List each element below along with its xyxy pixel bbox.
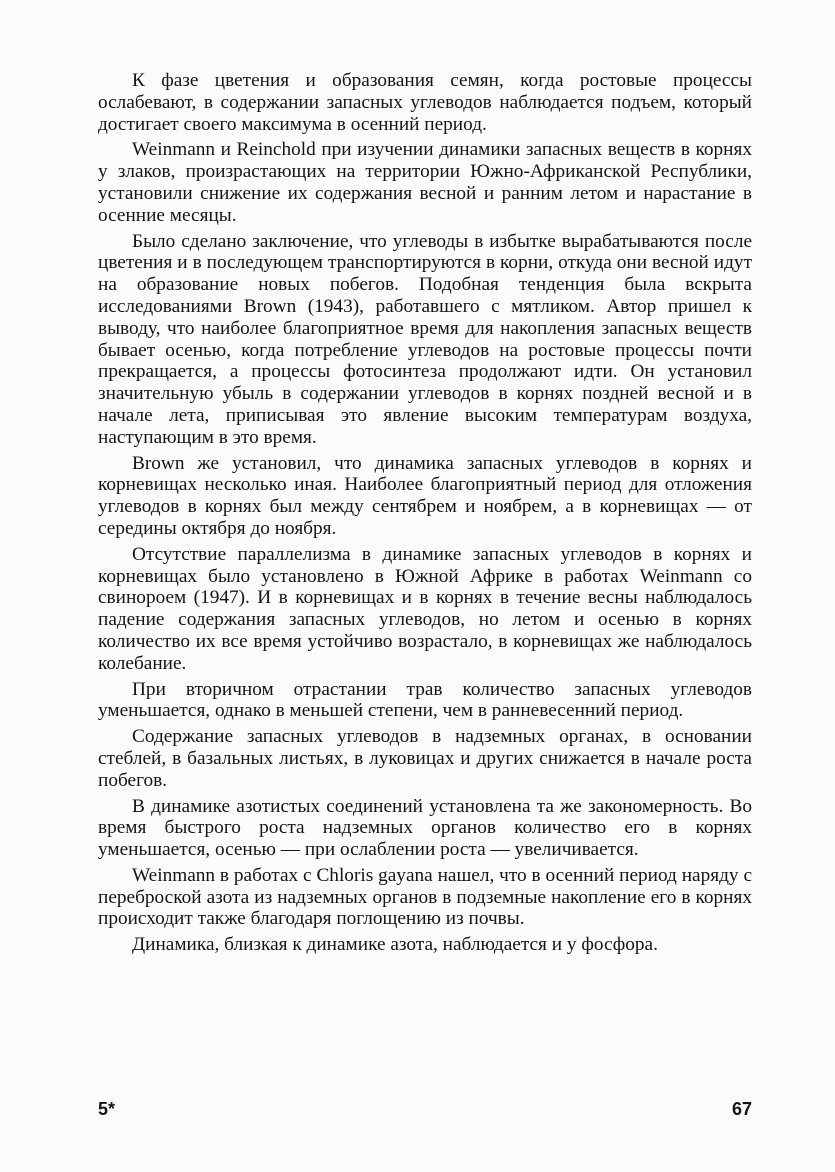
paragraph-10: Динамика, близкая к динамике азота, наблюдается и у фосфора. (132, 934, 658, 956)
paragraph-8: В динамике азотистых соединений установлена та же закономерность. Во время быстрого роста надземных органов количество его в корнях уменьшается, осенью — при ослаблении роста — увеличивается. (98, 795, 752, 861)
paragraph-3: Было сделано заключение, что углеводы в избытке вырабатываются после цветения и в последующем транспортируются в корни, откуда они весной идут на образование новых побегов. Подобная тенденция была вскрыта исследованиями Brown (1943), работавшего с мятликом. Автор пришел к выводу, что наиболее благоприятное время для накопления запасных веществ бывает осенью, когда потребление углеводов на ростовые процессы почти прекращается, а процессы фотосинтеза продолжают идти. Он установил значительную убыль в содержании углеводов в корнях поздней весной и в начале лета, приписывая это явление высоким температурам воздуха, наступающим в это время. (98, 230, 752, 448)
signature-mark: 5* (98, 1099, 116, 1119)
paragraph-4: Brown же установил, что динамика запасных углеводов в корнях и корневищах несколько иная. Наиболее благоприятный период для отложения углеводов в корнях был между сентябрем и ноябрем, а в корневищах — от середины октября до ноября. (98, 452, 752, 539)
paragraph-2: Weinmann и Reinchold при изучении динамики запасных веществ в корнях у злаков, произрастающих на территории Южно-Африканской Республики, установили снижение их содержания весной и ранним летом и нарастание в осенние месяцы. (98, 139, 752, 226)
paragraph-1: К фазе цветения и образования семян, когда ростовые процессы ослабевают, в содержании запасных углеводов наблюдается подъем, который достигает своего максимума в осенний период. (98, 70, 752, 135)
paragraph-5: Отсутствие параллелизма в динамике запасных углеводов в корнях и корневищах было установлено в Южной Африке в работах Weinmann со свинороем (1947). И в корневищах и в корнях в течение весны наблюдалось падение содержания запасных углеводов, но летом и осенью в корнях количество их все время устойчиво возрастало, в корневищах же наблюдалось колебание. (98, 543, 752, 674)
body-text (98, 70, 752, 960)
paragraph-9: Weinmann в работах с Chloris gayana нашел, что в осенний период наряду с переброской азота из надземных органов в подземные накопление его в корнях происходит также благодаря поглощению из почвы. (98, 864, 752, 930)
paragraph-6: При вторичном отрастании трав количество запасных углеводов уменьшается, однако в меньшей степени, чем в ранневесенний период. (98, 678, 752, 722)
paragraph-7: Содержание запасных углеводов в надземных органах, в основании стеблей, в базальных листьях, в луковицах и других снижается в начале роста побегов. (98, 726, 752, 791)
page-number: 67 (731, 1099, 752, 1119)
